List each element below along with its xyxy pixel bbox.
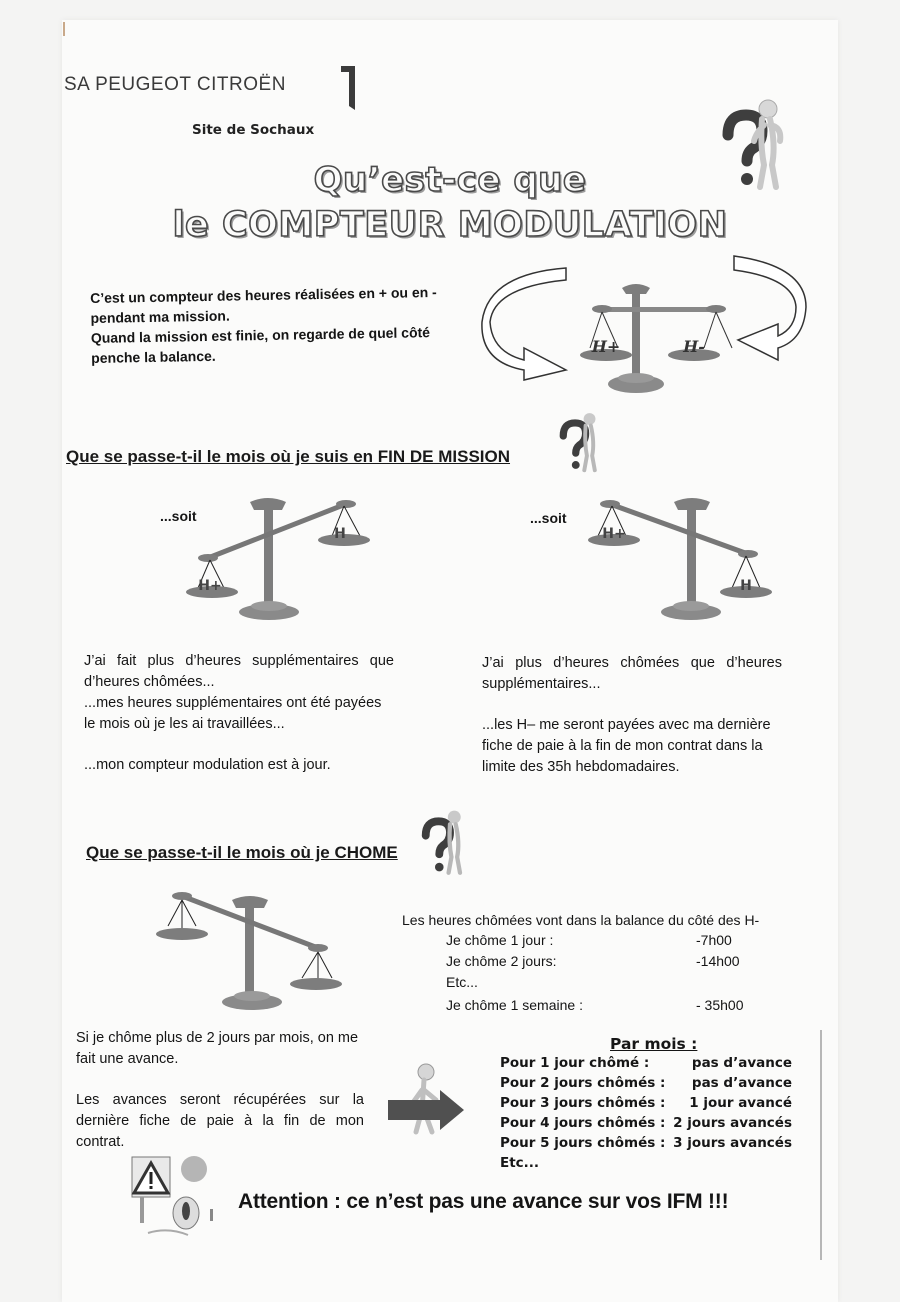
curved-arrow-left-icon (482, 268, 566, 380)
curved-arrow-right-icon (734, 256, 806, 360)
par-mois-value: 3 jours avancés (673, 1135, 792, 1151)
chome-row-value (696, 972, 776, 993)
chome-row-label: Je chôme 1 jour : (446, 932, 554, 948)
chome-row-label: Etc... (446, 974, 478, 990)
par-mois-row (500, 1075, 792, 1095)
par-mois-value: 2 jours avancés (673, 1115, 792, 1131)
case-b-explanation (482, 653, 782, 778)
scan-mark (63, 22, 65, 36)
chome-hours-row (446, 972, 776, 993)
case-a-explanation (84, 651, 394, 776)
pan-label-h: H (740, 578, 752, 594)
chome-intro-text: Les heures chômées vont dans la balance du côté des H- (402, 912, 760, 928)
question-figure-small-icon (420, 805, 470, 877)
figure-with-arrow-icon (386, 1060, 466, 1140)
brand-mark-icon (341, 66, 355, 110)
par-mois-label: Pour 2 jours chômés : (500, 1075, 666, 1091)
chome-row-value: -14h00 (696, 953, 740, 969)
pan-label-h-plus: H+ (591, 337, 621, 356)
section-heading-chome: Que se passe-t-il le mois où je CHOME (86, 843, 398, 862)
case-a-text-2: ...mes heures supplémentaires ont été payées le mois où je les ai travaillées... (84, 695, 382, 732)
question-figure-small-icon (558, 406, 604, 476)
attention-warning-text: Attention : ce n’est pas une avance sur vos IFM !!! (238, 1190, 729, 1213)
par-mois-row (500, 1055, 792, 1075)
pan-label-h: H (334, 526, 346, 542)
advance-text-1: Si je chôme plus de 2 jours par mois, on me fait une avance. (76, 1030, 359, 1067)
par-mois-value: 1 jour avancé (689, 1095, 792, 1111)
par-mois-value: pas d’avance (691, 1075, 792, 1091)
brand-logo-text: SA PEUGEOT CITROËN (64, 74, 286, 95)
pan-label-h-plus: H+ (198, 578, 222, 594)
intro-line-2: pendant ma mission. (90, 307, 230, 326)
chome-hours-row (446, 995, 776, 1016)
advance-text-2: Les avances seront récupérées sur la dernière fiche de paie à la fin de mon contrat. (76, 1092, 364, 1150)
case-b-text-2: ...les H– me seront payées avec ma dernière fiche de paie à la fin de mon contrat dans la limite des 35h hebdomadaires. (482, 717, 771, 775)
pan-label-h-plus: H+ (602, 526, 626, 542)
scale-tipped-h-plus-illustration (180, 496, 380, 621)
question-figure-icon (720, 95, 790, 190)
chome-row-label: Je chôme 2 jours: (446, 953, 557, 969)
case-a-text-3: ...mon compteur modulation est à jour. (84, 757, 331, 773)
page-title-line2: le COMPTEUR MODULATION (172, 205, 728, 245)
chome-hours-row (446, 951, 776, 972)
warning-sign-icon (128, 1155, 218, 1240)
chome-row-value: - 35h00 (696, 997, 744, 1013)
scale-tipped-h-minus-illustration (580, 496, 780, 621)
pan-label-h-minus: H- (683, 337, 705, 356)
advance-explanation (76, 1028, 364, 1153)
intro-line-1: C’est un compteur des heures réalisées en + ou en - (90, 283, 437, 306)
par-mois-label: Pour 3 jours chômés : (500, 1095, 666, 1111)
intro-paragraph (90, 282, 461, 368)
balanced-scale-illustration (484, 252, 814, 402)
page-title-line1: Qu’est-ce que (313, 160, 587, 200)
par-mois-row (500, 1135, 792, 1155)
section-heading-fin-de-mission: Que se passe-t-il le mois où je suis en FIN DE MISSION (66, 447, 511, 466)
chome-hours-row (446, 930, 776, 951)
case-b-label: ...soit (530, 510, 567, 526)
site-label: Site de Sochaux (192, 122, 315, 138)
chome-hours-list (446, 930, 776, 1016)
intro-line-3: Quand la mission est finie, on regarde de quel côté (90, 324, 431, 346)
par-mois-label: Etc... (500, 1155, 540, 1171)
par-mois-title: Par mois : (610, 1035, 698, 1053)
par-mois-label: Pour 1 jour chômé : (500, 1055, 650, 1071)
par-mois-table (500, 1055, 792, 1175)
par-mois-label: Pour 5 jours chômés : (500, 1135, 666, 1151)
case-b-text-1: J’ai plus d’heures chômées que d’heures supplémentaires... (482, 655, 782, 692)
par-mois-label: Pour 4 jours chômés : (500, 1115, 666, 1131)
par-mois-row (500, 1115, 792, 1135)
chome-row-label: Je chôme 1 semaine : (446, 997, 583, 1013)
par-mois-row (500, 1155, 792, 1175)
par-mois-value: pas d’avance (691, 1055, 792, 1071)
par-mois-row (500, 1095, 792, 1115)
intro-line-4: penche la balance. (91, 347, 216, 366)
case-a-label: ...soit (160, 508, 197, 524)
chome-row-value: -7h00 (696, 932, 732, 948)
scale-chome-illustration (152, 892, 352, 1012)
case-a-text-1: J’ai fait plus d’heures supplémentaires que d’heures chômées... (84, 653, 394, 690)
page-edge-line (820, 1030, 822, 1260)
